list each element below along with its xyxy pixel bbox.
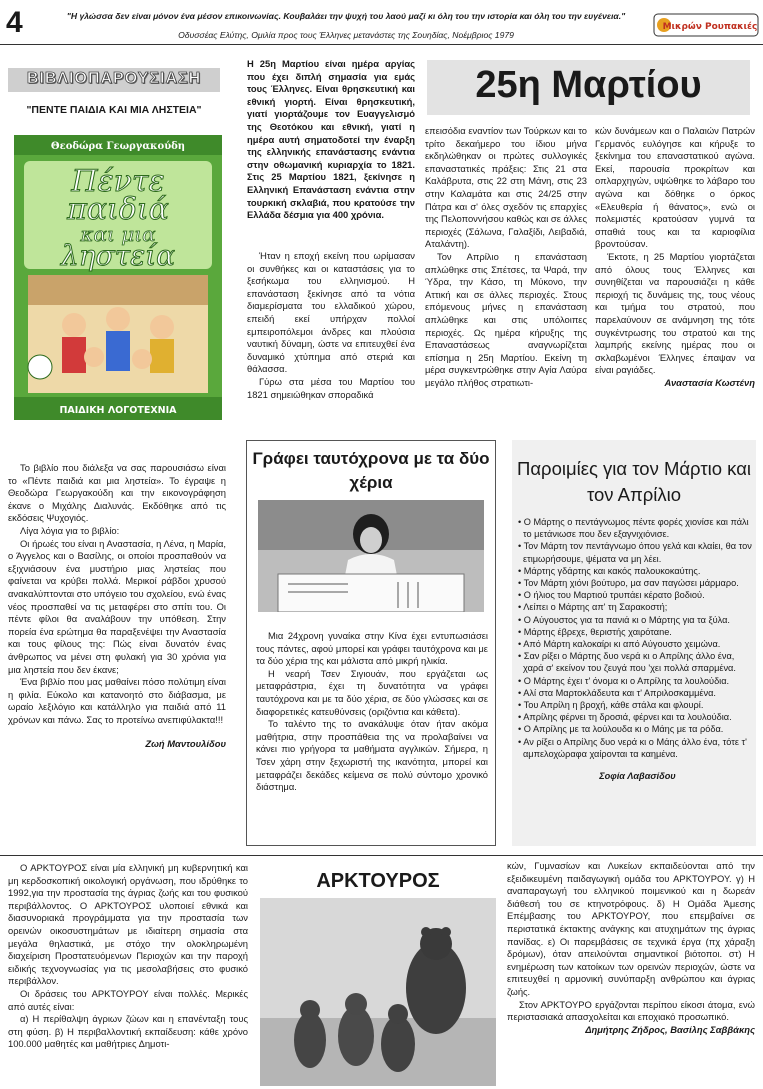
proverb-item: • Τον Μάρτη χιόνι βούτυρο, μα σαν παγώσει μάρμαρο. [518, 578, 739, 589]
arcturus-left-column [8, 862, 248, 1051]
proverb-item: • Ο Αύγουστος για τα πανιά κι ο Μάρτης για τα ξύλα. [518, 614, 730, 625]
cover-title-line3: και μια [80, 222, 156, 246]
paragraph: Ένα βιβλίο που μας μαθαίνει πόσο πολύτιμη είναι η φιλία. Εύκολο και κατανοητό στο διάβασμα, με ωραίο λεξιλόγιο και κατάλληλο για παιδιά από 11 χρόνων και πάνω. Σας το προτείνω ανεπιφύλακτα!!! [8, 676, 226, 725]
proverbs-title: Παροιμίες για τον Μάρτιο και τον Απρίλιο [516, 458, 751, 505]
cover-title-line4: ληστεία [60, 239, 176, 272]
paragraph: Τον Απρίλιο η επανάσταση απλώθηκε στις Σπέτσες, τα Ψαρά, την Ύδρα, την Κάσο, τη Μύκονο, την Αττική και σε άλλες περιοχές. Στους επόμενους μήνες η επανάσταση απλώθηκε και στις υπόλοιπες περιοχές. Ως ημέρα κήρυξης της Επαναστάσεως αναγνωρίζεται επίσημα η 25η Μαρτίου. Εκείνη τη μέρα συγκεντρώθηκε στην Αγία Λαύρα μεγάλο πλήθος στρατιωτι- [425, 250, 587, 388]
arcturus-signature: Δημήτρης Ζήδρος, Βασίλης Σαββάκης [585, 1023, 755, 1035]
march-column-2 [247, 250, 415, 401]
proverb-item: • Ο Μάρτης ο πεντάγνωμος πέντε φορές χιονίσε και πάλι το μετάνιωσε που δεν εξαγνιχιόνισε. [518, 517, 749, 540]
proverb-item: • Ο ήλιος του Μαρτιού τρυπάει κέρατο βοδιού. [518, 590, 705, 601]
paragraph: Οι δράσεις του ΑΡΚΤΟΥΡΟΥ είναι πολλές. Μερικές από αυτές είναι: [8, 987, 248, 1012]
proverb-item: • Λείπει ο Μάρτης απ' τη Σαρακοστή; [518, 602, 668, 613]
proverbs-list [518, 516, 752, 782]
paragraph: Γύρω στα μέσα του Μαρτίου του 1821 σημειώθηκαν σποραδικά [247, 375, 415, 400]
proverb-item: • Του Απρίλη η βροχή, κάθε στάλα και φλουρί. [518, 700, 704, 711]
paragraph: επεισόδια εναντίον των Τούρκων και το τρίτο δεκαήμερο του ίδιου μήνα εκδηλώθηκαν οι πρώτες συλλογικές επαναστατικές πράξεις: Στις 21 στα Καλάβρυτα, στις 22 στη Μάνη, στις 23 στην Καλαμάτα και στις 24/25 στην Πάτρα και σ' όλες σχεδόν τις επαρχίες της Πελοποννήσου καθώς και σε άλλες περιοχές (Σάλωνα, Γαλαξίδι, Λειβαδιά, Αταλάντη). [425, 125, 587, 250]
arcturus-title: ΑΡΚΤΟΥΡΟΣ [316, 870, 440, 892]
proverbs-signature: Σοφία Λαβασίδου [599, 771, 676, 782]
logo-text: Μικρών Ρουπακιές [662, 22, 758, 32]
proverb-item: • Από Μάρτη καλοκαίρι κι από Αύγουστο χειμώνα. [518, 639, 721, 650]
biblio-signature: Ζωή Μαντουλίδου [145, 738, 226, 750]
biblio-review-text [8, 462, 226, 751]
paragraph: Οι ήρωές του είναι η Αναστασία, η Λένα, η Μαρία, ο Άγγελος και ο Βασίλης, οι οποίοι προσπαθούν να εξιχνιάσουν ένα μυστήριο μιας ληστείας που φαίνεται να κρύβει πολλά. Μερικοί ράβδοι χρυσού ανακαλύπτονται στο υπόγειο του σχολείου, ενώ ένας νέος προσπαθεί να τις μεταφέρει στο σπίτι του. Οι πέντε φίλοι θα αναλάβουν την υπόθεση. Στην πορεία ένα ερώτημα θα παραξενέψει την Αναστασία και τους φίλους της: Πώς είναι δυνατόν ένας άνθρωπος να μένει στη φυλακή για 30 χρόνια για μια ληστεία που δεν έκανε; [8, 537, 226, 675]
proverb-item: • Μάρτης γδάρτης και κακός παλουκοκαύτης. [518, 565, 701, 576]
paragraph: Στον ΑΡΚΤΟΥΡΟ εργάζονται περίπου είκοσι άτομα, ενώ περιστασιακά απασχολείται και εποχιακό προσωπικό. [507, 998, 755, 1023]
proverb-item: • Αλί στα Μαρτοκλάδευτα και τ' Απριλοσκαμμένα. [518, 687, 716, 698]
proverb-item: • Απρίλης φέρνει τη δροσιά, φέρνει και τα λουλούδια. [518, 712, 732, 723]
woman-writing-photo [258, 500, 484, 612]
paragraph: Έκτοτε, η 25 Μαρτίου γιορτάζεται από όλους τους Έλληνες και συνηθίζεται να παρουσιάζει η κάθε περιοχή τις δυνάμεις της, τους νέους και τμήμα του στρατού, που παρελαύνουν σε ανάμνηση της τότε συγκέντρωσης του στρατού και της λαμπρής εκείνης ημέρας που οι σκλαβωμένοι Έλληνες έπαψαν να είναι ραγιάδες. [595, 250, 755, 376]
bottom-rule [0, 855, 763, 856]
march-intro-bold: Η 25η Μαρτίου είναι ημέρα αργίας που έχει διπλή σημασία για εμάς τους Έλληνες. Είναι θρησκευτική και εθνική γιορτή. Είναι θρησκευτική, γιατί γιορτάζουμε τον Ευαγγελισμό της Θεοτόκου και εθνική, γιατί η ημέρα αυτή σηματοδοτεί την έναρξη της ελληνικής επανάστασης ενάντια στην οθωμανική κυριαρχία το 1821. Στις 25 Μαρτίου 1821, ξεκίνησε η Ελληνική Επανάσταση ενάντια στην τουρκική σκλαβιά, που κρατούσε την Ελλάδα δέσμια για 400 χρόνια. [247, 58, 415, 221]
page-number: 4 [6, 6, 23, 39]
header-quote-source: Οδυσσέας Ελύτης, Ομιλία προς τους Έλληνες μετανάστες της Σουηδίας, Νοέμβριος 1979 [178, 30, 514, 40]
header-rule [0, 44, 763, 45]
header-quote: "Η γλώσσα δεν είναι μόνον ένα μέσον επικοινωνίας. Κουβαλάει την ψυχή του λαού μαζί κι όλη του την ιστορία και όλη του την ευγένεια." [66, 11, 626, 21]
march-signature: Αναστασία Κωστένη [664, 376, 755, 388]
paragraph: κών δυνάμεων και ο Παλαιών Πατρών Γερμανός ευλόγησε και κήρυξε το ξεκίνημα του επαναστατικού αγώνα. Εκεί, παρουσία προκρίτων και οπλαρχηγών, υψώθηκε το λάβαρο του αγώνα και δόθηκε ο όρκος «Ελευθερία ή θάνατος», ενώ οι πολεμιστές κρατούσαν γυμνά τα σπαθιά τους και τα καριοφίλια βροντούσαν. [595, 125, 755, 250]
hands-article-title: Γράφει ταυτόχρονα με τα δύο χέρια [252, 449, 490, 492]
cover-title-line1: Πέντε [71, 164, 165, 199]
cover-series: ΠΑΙΔΙΚΗ ΛΟΓΟΤΕΧΝΙΑ [59, 405, 177, 416]
paragraph: Ο ΑΡΚΤΟΥΡΟΣ είναι μία ελληνική μη κυβερνητική και μη κερδοσκοπική οικολογική οργάνωση, που ιδρύθηκε το 1992,για την προστασία της άγριας ζωής και του φυσικού περιβάλλοντος. Ο ΑΡΚΤΟΥΡΟΣ υλοποιεί εθνικά και διασυνοριακά προγράμματα για την προστασία των ορεινών οικοσυστημάτων με ιδιαίτερη σημασία στα μεγάλα θηλαστικά, με στόχο την ολοκληρωμένη διαχείριση Προστατευόμενων Περιοχών και την παροχή ειδικής τεχνογνωσίας για τις μεσολαβήσεις στο φυσικό περιβάλλον. [8, 862, 248, 987]
march-column-4 [595, 125, 755, 389]
proverb-item: • Ο Μάρτης έχει τ' όνομα κι ο Απρίλης τα λουλούδια. [518, 675, 730, 686]
proverb-item: • Σαν ρίξει ο Μάρτης δυο νερά κι ο Απρίλης άλλο ένα, χαρά σ' εκείνον του ζευγά που 'χει πολλά σπαρμένα. [518, 651, 736, 674]
paragraph: α) Η περίθαλψη άγριων ζώων και η επανένταξη τους στη φύση. β) Η περιβαλλοντική εκπαίδευση: κάθε χρόνο 100.000 μαθητές και μαθήτριες Δημοτι- [8, 1013, 248, 1050]
paragraph: Το ταλέντο της το ανακάλυψε όταν ήταν ακόμα μαθήτρια, στην προσπάθεια της να προλαβαίνει να κάνει πιο γρήγορα τα μαθήματα αγγλικών. Σήμερα, η Τσεν χάρη στην ξεχωριστή της ικανότητα, μπορεί και μεταφράζει δεκάδες κείμενα σε πολύ σύντομο χρονικό διάστημα. [256, 718, 488, 793]
proverb-item: • Αν ρίξει ο Απρίλης δυο νερά κι ο Μάης άλλο ένα, τότε τ' αμπελοχώραφα χαίρονται τα καημένα. [518, 736, 747, 759]
book-cover-image [14, 135, 222, 420]
hands-article-text [256, 630, 488, 794]
bears-photo [260, 898, 496, 1086]
paragraph: Η νεαρή Τσεν Σιγιουάν, που εργάζεται ως μεταφράστρια, έχει τη δυνατότητα να γράφει ταυτόχρονα και με τα δύο χέρια, σε δύο γλώσσες και σε διαφορετικές κατευθύνσεις (οριζόντια και κάθετα). [256, 667, 488, 717]
cover-author: Θεοδώρα Γεωργακούδη [50, 141, 186, 152]
paragraph: Μια 24χρονη γυναίκα στην Κίνα έχει εντυπωσιάσει τους πάντες, αφού μπορεί και γράφει ταυτόχρονα και με τα δύο χέρια της και μάλιστα από μικρή ηλικία. [256, 630, 488, 667]
biblio-book-title: "ΠΕΝΤΕ ΠΑΙΔΙΑ ΚΑΙ ΜΙΑ ΛΗΣΤΕΙΑ" [26, 104, 202, 116]
paragraph: Ήταν η εποχή εκείνη που ωρίμασαν οι συνθήκες και οι καταστάσεις για το ξεσήκωμα του ελληνισμού. Η επανάσταση ξεκίνησε από τα νότια διαμερίσματα του ελλαδικού χώρου, επειδή εκεί υπήρχαν πολλοί εμπειροπόλεμοι άνδρες και πλούσια ναυτική δύναμη, ώστε να επιτευχθεί ένα δυναμικό χτύπημα από στεριά και θάλασσα. [247, 250, 415, 375]
proverb-item: • Ο Απρίλης με τα λούλουδα κι ο Μάης με τα ρόδα. [518, 724, 724, 735]
proverb-item: • Μάρτης έβρεχε, θεριστής χαιρόταne. [518, 626, 672, 637]
arcturus-right-column [507, 860, 755, 1036]
newspaper-logo [652, 8, 760, 40]
proverb-item: • Τον Μάρτη τον πεντάγνωμο όπου γελά και κλαίει, θα τον ετιμωρήσουμε, ψέματα να μη λέει. [518, 541, 752, 564]
paragraph: Λίγα λόγια για το βιβλίο: [20, 524, 120, 536]
march-column-3 [425, 125, 587, 389]
biblio-section-title: ΒΙΒΛΙΟΠΑΡΟΥΣΙΑΣΗ [26, 70, 202, 87]
march-title: 25η Μαρτίου [475, 64, 702, 106]
paragraph: κών, Γυμνασίων και Λυκείων εκπαιδεύονται από την εξειδικευμένη παιδαγωγική ομάδα του ΑΡΚΤΟΥΡΟΥ. γ) Η αναπαραγωγή του ελληνικού ποιμενικού και η δωρεάν διάθεσή του σε κτηνοτρόφους. δ) Η Ομάδα Άμεσης Επέμβασης του ΑΡΚΤΟΥΡΟΥ, που επεμβαίνει σε περιστατικά έκτακτης ανάγκης και ατυχημάτων της άγριας πανίδας. ε) Οι παρεμβάσεις σε τεχνικά έργα (πχ χάραξη δρόμων), όταν απειλούνται σημαντικοί βιότοποι. στ) Η ενημέρωση των κατοίκων των ορεινών περιοχών, ώστε να επιτευχθεί η αρμονική συνύπαρξη ανθρώπου και άγριας ζωής. [507, 860, 755, 997]
cover-title-line2: παιδιά [67, 192, 169, 227]
paragraph: Το βιβλίο που διάλεξα να σας παρουσιάσω είναι το «Πέντε παιδιά και μια ληστεία». Το έγραψε η Θεοδώρα Γεωργακούδη και την εικονογράφηση έκανε ο Μιχάλης Διαλυνάς. Εκδόθηκε από τις εκδόσεις Ψυχογιός. [8, 462, 226, 524]
